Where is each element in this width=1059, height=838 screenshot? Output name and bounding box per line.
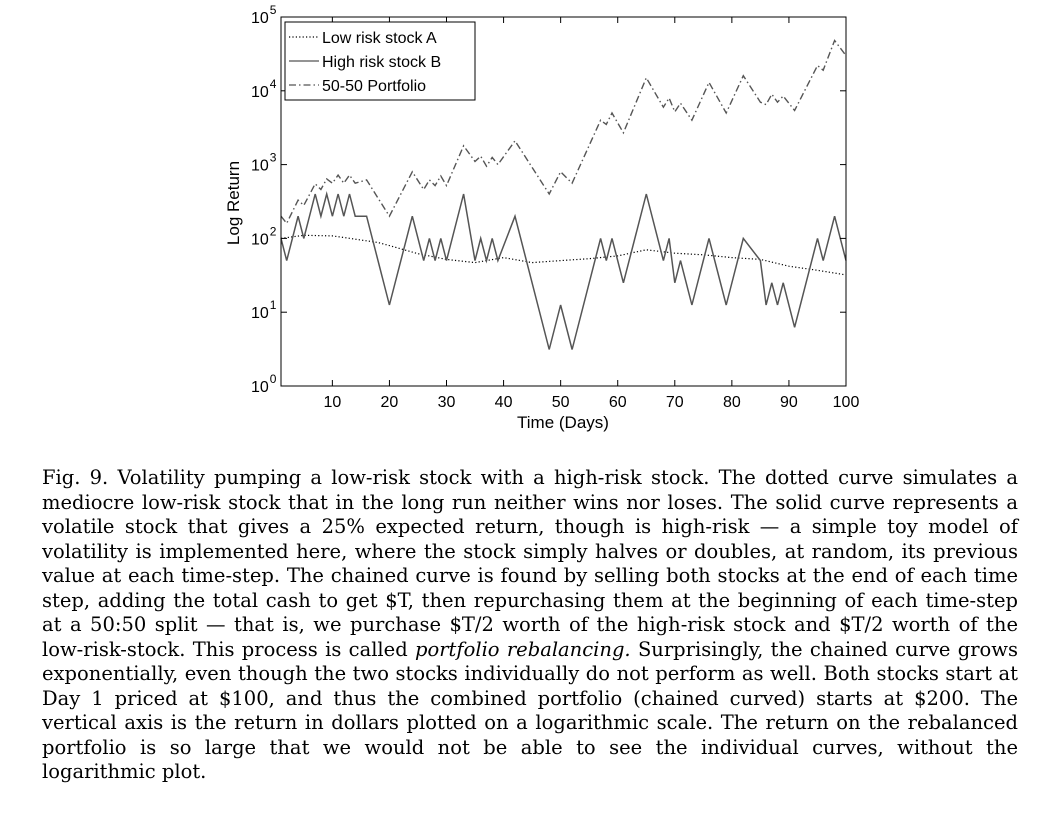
caption-text-1: Volatility pumping a low-risk stock with a high-risk stock. The dotted curve simulates a mediocre low-risk stock that in the long run neither wins nor loses. The solid curve represents a volatile stock that gives a 25% expected return, though is high-risk — a simple toy model of volatility is implemented here, where the stock simply halves or doubles, at random, its previous value at each time-step. The chained curve is found by selling both stocks at the end of each time step, adding the total cash to get $T, then repurchasing them at the beginning of each time-step at a 50:50 split — that is, we purchase $T/2 worth of the high-risk stock and $T/2 worth of the low-risk-stock. This process is called: [42, 466, 1018, 661]
y-tick-label: $10^3$: [251, 150, 277, 175]
series-line-1: [281, 194, 846, 350]
legend-label-portfolio: 50-50 Portfolio: [322, 78, 427, 95]
legend-label-high-risk: High risk stock B: [322, 54, 442, 71]
x-tick-label: 80: [722, 394, 741, 411]
y-tick-exponent: 2: [269, 224, 277, 239]
y-axis-label-group: [224, 161, 243, 245]
y-tick-exponent: 0: [269, 372, 277, 386]
y-tick-exponent: 1: [269, 298, 277, 313]
y-tick-exponent: 3: [269, 150, 277, 165]
y-tick-label: $10^1$: [251, 298, 277, 323]
x-tick-label: 40: [494, 394, 513, 411]
legend: [285, 22, 475, 100]
y-axis-label: Log Return: [224, 160, 243, 246]
caption-text-2: Surprisingly, the chained curve grows exponentially, even though the two stocks individually do not perform as well. Both stocks start at Day 1 priced at $100, and thus the combined portfolio (chained curved) starts at $200. The vertical axis is the return in dollars plotted on a logarithmic scale. The return on the rebalanced portfolio is so large that we would not be able to see the individual curves, without the logarithmic plot.: [42, 637, 1018, 783]
y-tick-exponent: 5: [269, 3, 277, 17]
x-tick-label: 30: [437, 394, 456, 411]
caption-label: Fig. 9.: [42, 466, 109, 489]
x-tick-label: 10: [323, 394, 342, 411]
x-tick-label: 90: [780, 394, 798, 411]
y-tick-label: $10^0$: [251, 372, 277, 396]
caption-emphasis: portfolio rebalancing.: [415, 637, 631, 661]
x-tick-label: 20: [380, 394, 399, 411]
x-tick-label: 70: [665, 394, 684, 411]
y-tick-exponent: 4: [269, 76, 277, 91]
y-tick-label: $10^2$: [251, 224, 277, 249]
figure-caption: [42, 466, 1018, 785]
x-tick-label: 60: [608, 394, 627, 411]
x-tick-label: 100: [832, 394, 860, 411]
legend-label-low-risk: Low risk stock A: [322, 30, 437, 47]
y-tick-label: $10^5$: [251, 3, 277, 27]
y-tick-label: $10^4$: [251, 76, 277, 101]
x-axis-label: Time (Days): [517, 413, 609, 432]
x-tick-label: 50: [551, 394, 570, 411]
